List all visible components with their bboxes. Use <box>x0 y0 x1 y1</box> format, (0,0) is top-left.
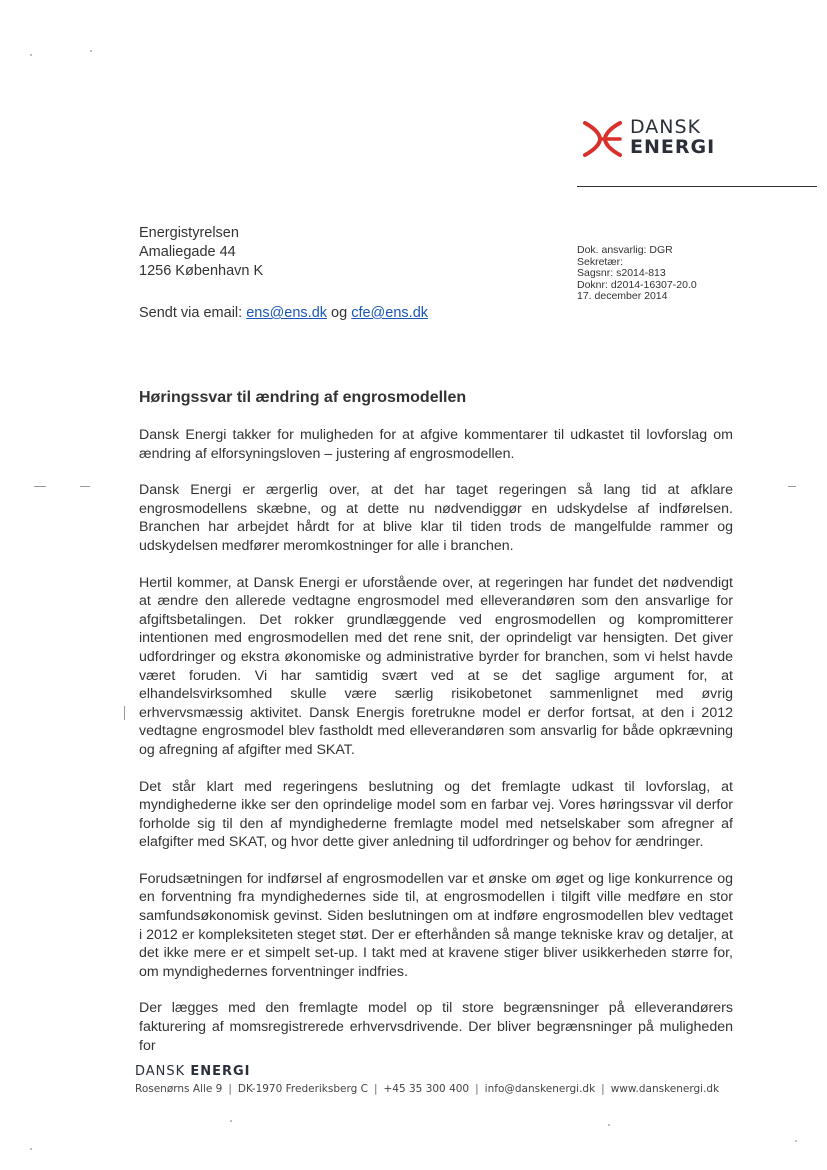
footer-web: www.danskenergi.dk <box>610 1083 720 1095</box>
scan-artifact <box>90 50 92 52</box>
logo-word-dansk: DANSK <box>630 116 702 138</box>
paragraph-1: Dansk Energi takker for muligheden for at afgive kommentarer til udkastet til lovforslag om ændring af elforsyningsloven – justering af engrosmodellen. <box>139 427 733 462</box>
footer-separator: | <box>601 1083 605 1095</box>
scan-artifact <box>795 1140 797 1142</box>
scan-artifact <box>80 486 90 487</box>
footer-email: info@danskenergi.dk <box>484 1083 596 1095</box>
recipient-address <box>139 224 263 281</box>
email-link-ens[interactable]: ens@ens.dk <box>246 305 328 321</box>
meta-date: 17. december 2014 <box>577 290 668 302</box>
letter-body <box>139 426 733 1073</box>
document-meta <box>577 245 697 303</box>
footer-postal: DK-1970 Frederiksberg C <box>237 1083 368 1095</box>
dansk-energi-logo-icon <box>582 119 624 159</box>
footer-separator: | <box>228 1083 232 1095</box>
footer-phone: +45 35 300 400 <box>383 1083 470 1095</box>
scan-artifact <box>30 54 32 56</box>
footer-separator: | <box>475 1083 479 1095</box>
scan-artifact <box>788 486 796 487</box>
letter-footer <box>135 1064 735 1095</box>
meta-document-number: Doknr: d2014-16307-20.0 <box>577 278 697 291</box>
paragraph-3: Hertil kommer, at Dansk Energi er uforstående over, at regeringen har fundet det nødvendigt at ændre den allerede vedtagne engrosmodel med elleverandøren som den ansvarlige for afgiftsbetalingen. Det rokker grundlæggende ved engrosmodellen og kompromitterer intentionen med engrosmodellen med det rene snit, der oprindeligt var hensigten. Det giver udfordringer og ekstra økonomiske og administrative byrder for branchen, som vi helst havde været foruden. Vi har samtidig svært ved at se det saglige argument for, at elhandelsvirksomhed skulle være særlig risikobetonet sammenlignet med øvrig erhvervsmæssig aktivitet. Dansk Energis foretrukne model er derfor fortsat, at den i 2012 vedtagne engrosmodel blev fastholdt med elleverandøren som ansvarlig for både opkrævning og afregning af afgifter med SKAT. <box>139 574 733 758</box>
footer-brand-bold: ENERGI <box>190 1064 251 1079</box>
paragraph-2: Dansk Energi er ærgerlig over, at det har taget regeringen så lang tid at afklare engrosmodellens skæbne, og at dette nu nødvendiggør en udskydelse af indførelsen. Branchen har arbejdet hårdt for at blive klar til tiden trods de mangelfulde rammer og udskydelsen medfører meromkostninger for alle i branchen. <box>139 482 733 554</box>
paragraph-6: Der lægges med den fremlagte model op til store begrænsninger på elleverandørers fakturering af momsregistrerede erhvervsdrivende. Der bliver begrænsninger på muligheden for <box>139 1000 733 1054</box>
meta-case-number: Sagsnr: s2014-813 <box>577 267 666 279</box>
recipient-street: Amaliegade 44 <box>139 244 236 260</box>
scan-artifact <box>30 1148 32 1150</box>
email-joiner: og <box>327 305 352 321</box>
document-title: Høringssvar til ændring af engrosmodellen <box>139 389 467 406</box>
paragraph-4: Det står klart med regeringens beslutning og det fremlagte udkast til lovforslag, at myndighederne ikke ser den oprindelige model som en farbar vej. Vores høringssvar vil derfor forholde sig til den af myndighederne fremlagte model med netselskaber som afregner af elafgifter med SKAT, og hvor dette giver anledning til udfordringer og behov for ændringer. <box>139 778 733 851</box>
header-divider <box>577 186 817 187</box>
scan-artifact <box>124 706 125 720</box>
recipient-city: 1256 København K <box>139 263 264 279</box>
paragraph-5: Forudsætningen for indførsel af engrosmodellen var et ønske om øget og lige konkurrence og en forventning fra myndighedernes side til, at engrosmodellen i tilgift ville medføre en stor samfundsøkonomisk gevinst. Siden beslutningen om at indføre engrosmodellen blev vedtaget i 2012 er kompleksiteten steget støt. Der er efterhånden så mange tekniske krav og detaljer, at det ikke mere er et simpelt set-up. I takt med at kravene stiger bliver usikkerheden større for, om myndighedernes forventninger indfries. <box>139 870 733 980</box>
scan-artifact <box>608 1124 610 1126</box>
email-link-cfe[interactable]: cfe@ens.dk <box>351 305 429 321</box>
meta-responsible: Dok. ansvarlig: DGR <box>577 244 673 256</box>
recipient-name: Energistyrelsen <box>139 225 239 241</box>
footer-contact-line <box>135 1083 735 1095</box>
footer-address: Rosenørns Alle 9 <box>135 1083 223 1095</box>
logo-word-energi: ENERGI <box>630 136 716 158</box>
sent-via-email <box>139 305 428 321</box>
logo-wordmark <box>630 117 715 157</box>
footer-brand <box>135 1064 735 1079</box>
dansk-energi-logo <box>582 117 732 161</box>
footer-brand-light: DANSK <box>135 1064 191 1079</box>
scan-artifact <box>230 1120 232 1122</box>
scan-artifact <box>34 486 46 487</box>
meta-secretary: Sekretær: <box>577 255 624 268</box>
email-prefix: Sendt via email: <box>139 305 247 321</box>
footer-separator: | <box>373 1083 378 1095</box>
